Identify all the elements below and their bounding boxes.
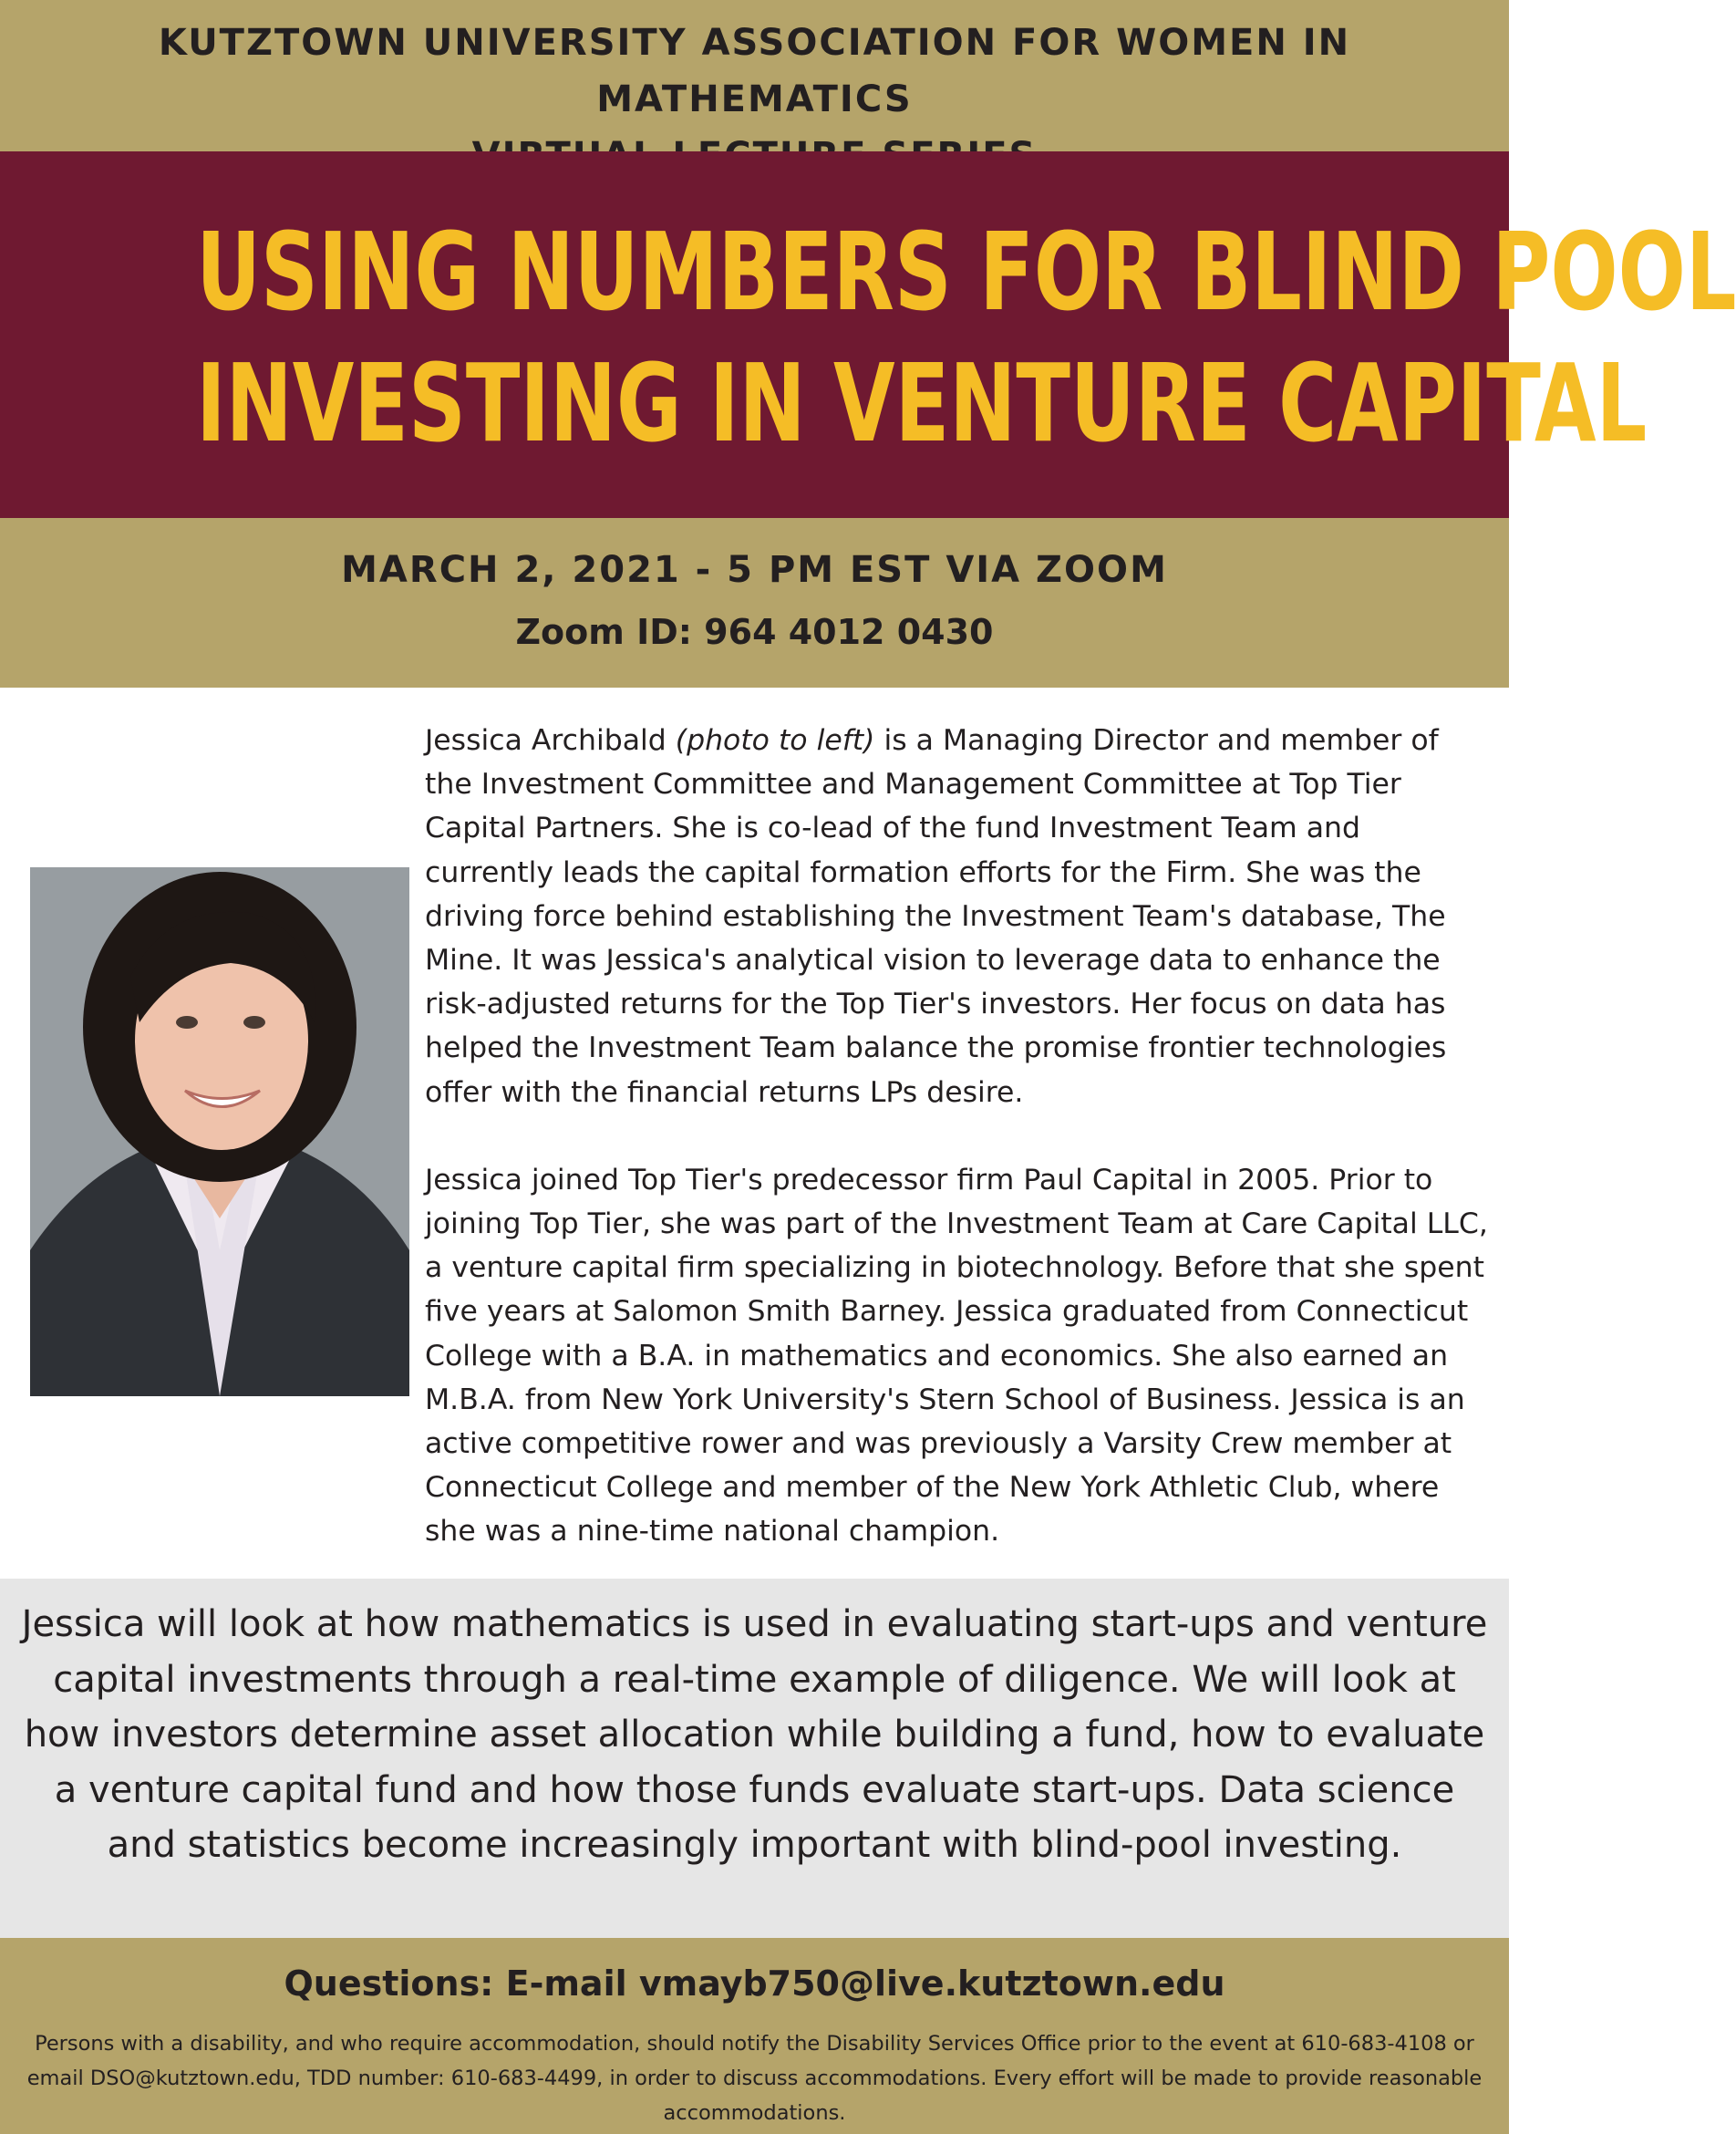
organization-name: KUTZTOWN UNIVERSITY ASSOCIATION FOR WOMEN IN MATHEMATICS xyxy=(158,22,1351,120)
footer-band xyxy=(0,1938,1509,2134)
lecture-title-line-2: INVESTING IN VENTURE CAPITAL xyxy=(196,340,1648,466)
event-date-time: MARCH 2, 2021 - 5 PM EST VIA ZOOM xyxy=(341,549,1168,591)
accessibility-disclaimer: Persons with a disability, and who require accommodation, should notify the Disability Services Office prior to the event at 610-683-4108 or email DSO@kutztown.edu, TDD number: 610-683-4499, in order to discuss accommodations. Every effort will be made to provide reasonable accommodations. xyxy=(26,2032,1483,2125)
event-details-band xyxy=(0,518,1509,688)
lecture-abstract: Jessica will look at how mathematics is used in evaluating start-ups and venture capital investments through a real-time example of diligence. We will look at how investors determine asset allocation while building a fund, how to evaluate a venture capital fund and how those funds evaluate start-ups. Data science and statistics become increasingly important with blind-pool investing. xyxy=(21,1603,1488,1866)
title-band xyxy=(0,151,1736,518)
speaker-name: Jessica Archibald xyxy=(425,724,666,757)
questions-contact: Questions: E-mail vmayb750@live.kutztown.edu xyxy=(284,1963,1225,2004)
header-band xyxy=(0,0,1509,151)
lecture-title-line-1: USING NUMBERS FOR BLIND POOL xyxy=(196,209,1736,335)
bio-paragraph-1 xyxy=(425,719,1492,1114)
speaker-bio xyxy=(425,719,1492,1554)
speaker-photo xyxy=(30,867,409,1396)
bio-paragraph-2: Jessica joined Top Tier's predecessor firm Paul Capital in 2005. Prior to joining Top Tier, she was part of the Investment Team at Care Capital LLC, a venture capital firm specializing in biotechnology. Before that she spent five years at Salomon Smith Barney. Jessica graduated from Connecticut College with a B.A. in mathematics and economics. She also earned an M.B.A. from New York University's Stern School of Business. Jessica is an active competitive rower and was previously a Varsity Crew member at Connecticut College and member of the New York Athletic Club, where she was a nine-time national champion. xyxy=(425,1163,1488,1549)
bio-paragraph-1-text: is a Managing Director and member of the Investment Committee and Management Committee at Top Tier Capital Partners. She is co-lead of the fund Investment Team and currently leads the capital formation efforts for the Firm. She was the driving force behind establishing the Investment Team's database, The Mine. It was Jessica's analytical vision to leverage data to enhance the risk-adjusted returns for the Top Tier's investors. Her focus on data has helped the Investment Team balance the promise frontier technologies offer with the financial returns LPs desire. xyxy=(425,724,1447,1109)
photo-note: (photo to left) xyxy=(675,724,875,757)
abstract-band xyxy=(0,1579,1509,1938)
zoom-id: Zoom ID: 964 4012 0430 xyxy=(515,612,994,652)
